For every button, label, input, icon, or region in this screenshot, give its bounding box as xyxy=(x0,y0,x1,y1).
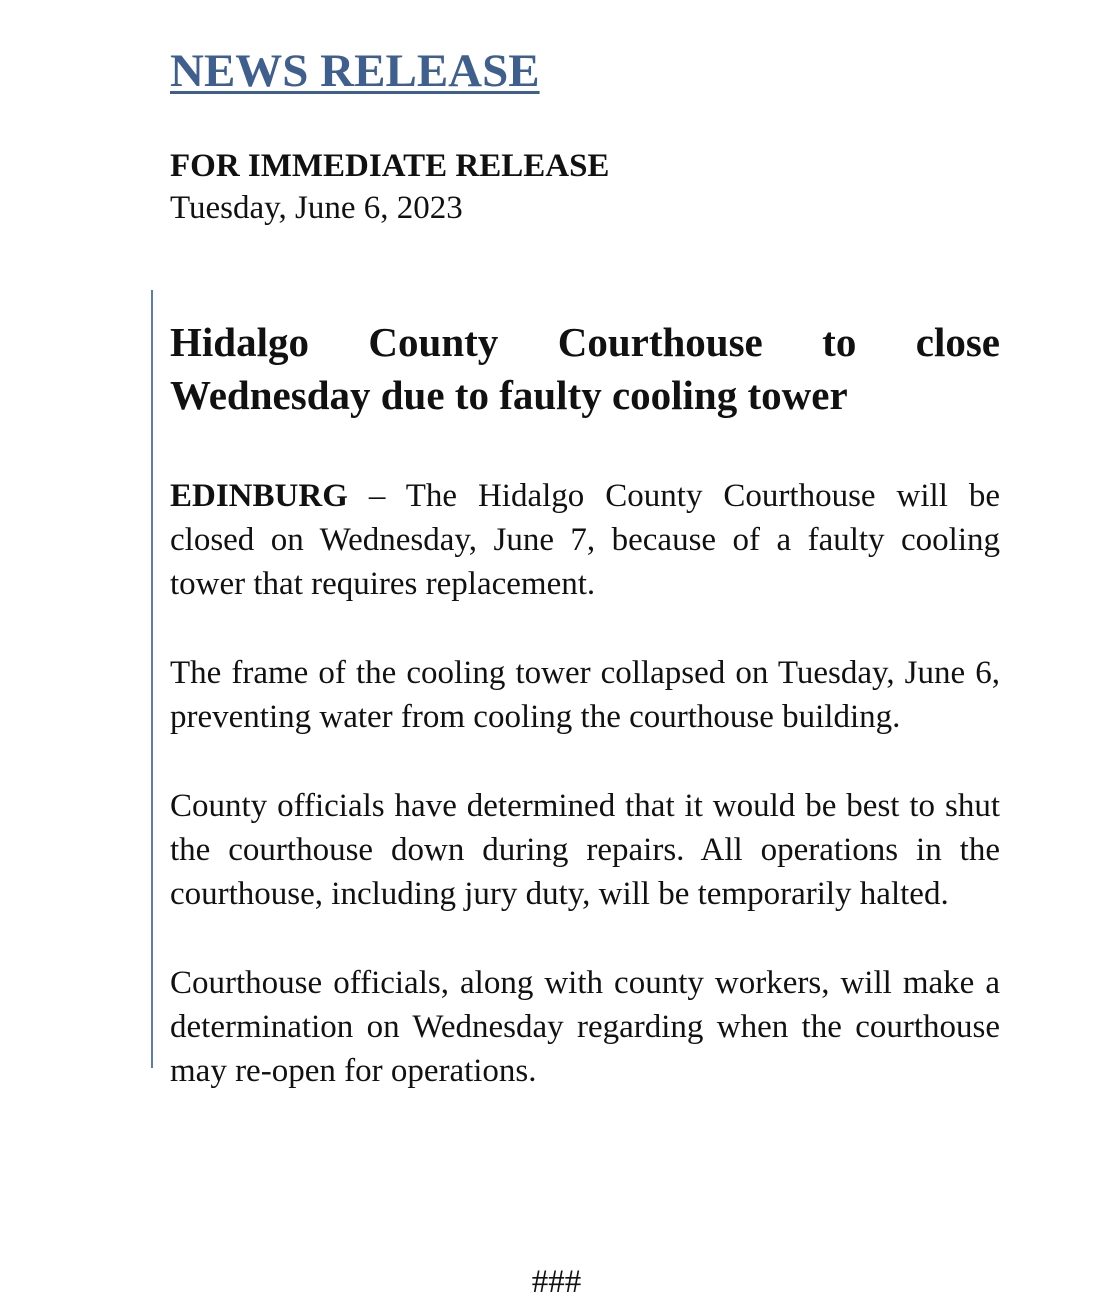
release-label: FOR IMMEDIATE RELEASE xyxy=(170,148,610,184)
headline: Hidalgo County Courthouse to close Wednesday due to faulty cooling tower xyxy=(170,319,1000,418)
paragraph-lead xyxy=(170,474,1000,606)
paragraph-2: The frame of the cooling tower collapsed on Tuesday, June 6, preventing water from cooling the courthouse building. xyxy=(170,655,1000,735)
paragraph-lead-text: – The Hidalgo County Courthouse will be closed on Wednesday, June 7, because of a faulty cooling tower that requires replacement. xyxy=(170,478,1000,602)
release-date: Tuesday, June 6, 2023 xyxy=(170,190,463,226)
paragraph-4: Courthouse officials, along with county workers, will make a determination on Wednesday regarding when the courthouse may re-open for operations. xyxy=(170,965,1000,1089)
article-body xyxy=(170,316,1000,1138)
side-rule-divider xyxy=(151,290,153,1068)
dateline: EDINBURG xyxy=(170,478,348,514)
paragraph-3: County officials have determined that it would be best to shut the courthouse down during repairs. All operations in the courthouse, including jury duty, will be temporarily halted. xyxy=(170,788,1000,912)
masthead-title: NEWS RELEASE xyxy=(170,45,540,97)
end-mark: ### xyxy=(531,1264,582,1300)
